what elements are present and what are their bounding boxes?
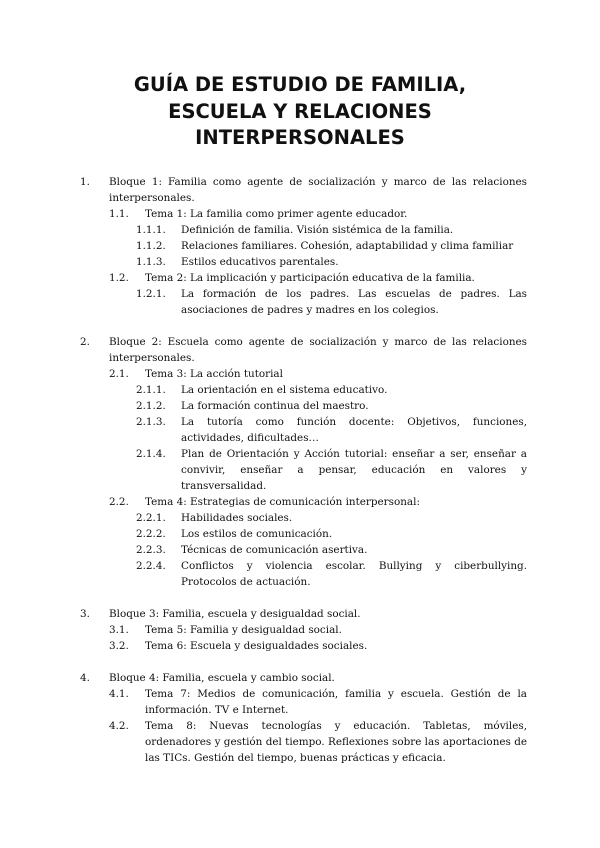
outline-number: 4.1.: [109, 688, 129, 700]
outline-text: Los estilos de comunicación.: [181, 528, 333, 540]
tema-item: [80, 494, 527, 510]
outline-text: Tema 4: Estrategias de comunicación interpersonal:: [145, 496, 420, 508]
subtopic-item: [80, 526, 527, 542]
outline-number: 1.1.2.: [136, 240, 166, 252]
tema-item: [80, 718, 527, 766]
subtopic-item: [80, 398, 527, 414]
outline-text: Habilidades sociales.: [181, 512, 293, 524]
outline-number: 2.1.: [109, 368, 129, 380]
outline-text: Técnicas de comunicación asertiva.: [181, 544, 368, 556]
outline-number: 2.2.: [109, 496, 129, 508]
outline-text: Tema 1: La familia como primer agente educador.: [145, 208, 408, 220]
outline-text: Tema 6: Escuela y desigualdades sociales.: [145, 640, 368, 652]
outline-number: 2.1.3.: [136, 416, 166, 428]
tema-item: [80, 622, 527, 638]
tema-item: [80, 366, 527, 382]
subtopic-item: [80, 414, 527, 446]
block-heading: [80, 670, 527, 686]
outline-text: La tutoría como función docente: Objetivos, funciones, actividades, dificultades…: [181, 416, 527, 444]
outline-number: 2.2.4.: [136, 560, 166, 572]
outline-number: 2.2.2.: [136, 528, 166, 540]
tema-item: [80, 686, 527, 718]
outline-text: Tema 8: Nuevas tecnologías y educación. Tabletas, móviles, ordenadores y gestión del tiempo. Reflexiones sobre las aportaciones de las TICs. Gestión del tiempo, buenas prácticas y eficacia.: [145, 720, 527, 764]
outline-number: 1.2.1.: [136, 288, 166, 300]
outline-text: Definición de familia. Visión sistémica de la familia.: [181, 224, 454, 236]
subtopic-item: [80, 542, 527, 558]
outline-number: 4.: [80, 672, 90, 684]
block-heading: [80, 334, 527, 366]
tema-item: [80, 638, 527, 654]
block-spacer: [80, 590, 527, 606]
block-heading: [80, 174, 527, 206]
outline-text: La formación de los padres. Las escuelas de padres. Las asociaciones de padres y madres en los colegios.: [181, 288, 527, 316]
block-spacer: [80, 654, 527, 670]
outline-text: Tema 3: La acción tutorial: [145, 368, 283, 380]
outline-number: 2.1.1.: [136, 384, 166, 396]
subtopic-item: [80, 558, 527, 590]
outline-text: Estilos educativos parentales.: [181, 256, 339, 268]
outline-text: Conflictos y violencia escolar. Bullying y ciberbullying. Protocolos de actuación.: [181, 560, 527, 588]
outline-text: Bloque 1: Familia como agente de socialización y marco de las relaciones interpersonales.: [109, 176, 527, 204]
outline-number: 2.: [80, 336, 90, 348]
block-heading: [80, 606, 527, 622]
outline-number: 1.1.3.: [136, 256, 166, 268]
block-spacer: [80, 318, 527, 334]
study-guide-outline: [80, 174, 527, 766]
outline-text: Relaciones familiares. Cohesión, adaptabilidad y clima familiar: [181, 240, 514, 252]
tema-item: [80, 270, 527, 286]
title-line-1: GUÍA DE ESTUDIO DE FAMILIA,: [133, 73, 467, 96]
outline-text: Bloque 4: Familia, escuela y cambio social.: [109, 672, 335, 684]
outline-text: Tema 2: La implicación y participación educativa de la familia.: [145, 272, 475, 284]
subtopic-item: [80, 238, 527, 254]
outline-text: Bloque 2: Escuela como agente de socialización y marco de las relaciones interpersonales.: [109, 336, 527, 364]
outline-number: 2.2.3.: [136, 544, 166, 556]
outline-number: 1.1.: [109, 208, 129, 220]
outline-number: 2.1.2.: [136, 400, 166, 412]
subtopic-item: [80, 254, 527, 270]
subtopic-item: [80, 222, 527, 238]
outline-number: 2.1.4.: [136, 448, 166, 460]
outline-text: La formación continua del maestro.: [181, 400, 369, 412]
page-title: [0, 72, 600, 152]
outline-text: La orientación en el sistema educativo.: [181, 384, 388, 396]
outline-number: 3.1.: [109, 624, 129, 636]
subtopic-item: [80, 446, 527, 494]
tema-item: [80, 206, 527, 222]
outline-number: 3.2.: [109, 640, 129, 652]
outline-text: Bloque 3: Familia, escuela y desigualdad social.: [109, 608, 361, 620]
outline-number: 1.: [80, 176, 90, 188]
outline-number: 1.1.1.: [136, 224, 166, 236]
title-line-3: INTERPERSONALES: [195, 126, 405, 149]
subtopic-item: [80, 286, 527, 318]
subtopic-item: [80, 382, 527, 398]
title-line-2: ESCUELA Y RELACIONES: [168, 99, 432, 123]
outline-number: 2.2.1.: [136, 512, 166, 524]
outline-text: Tema 7: Medios de comunicación, familia y escuela. Gestión de la información. TV e Internet.: [145, 688, 527, 716]
outline-text: Plan de Orientación y Acción tutorial: enseñar a ser, enseñar a convivir, enseñar a pensar, educación en valores y transversalidad.: [181, 448, 527, 492]
outline-number: 3.: [80, 608, 90, 620]
subtopic-item: [80, 510, 527, 526]
outline-number: 4.2.: [109, 720, 129, 732]
outline-text: Tema 5: Familia y desigualdad social.: [145, 624, 342, 636]
outline-number: 1.2.: [109, 272, 129, 284]
